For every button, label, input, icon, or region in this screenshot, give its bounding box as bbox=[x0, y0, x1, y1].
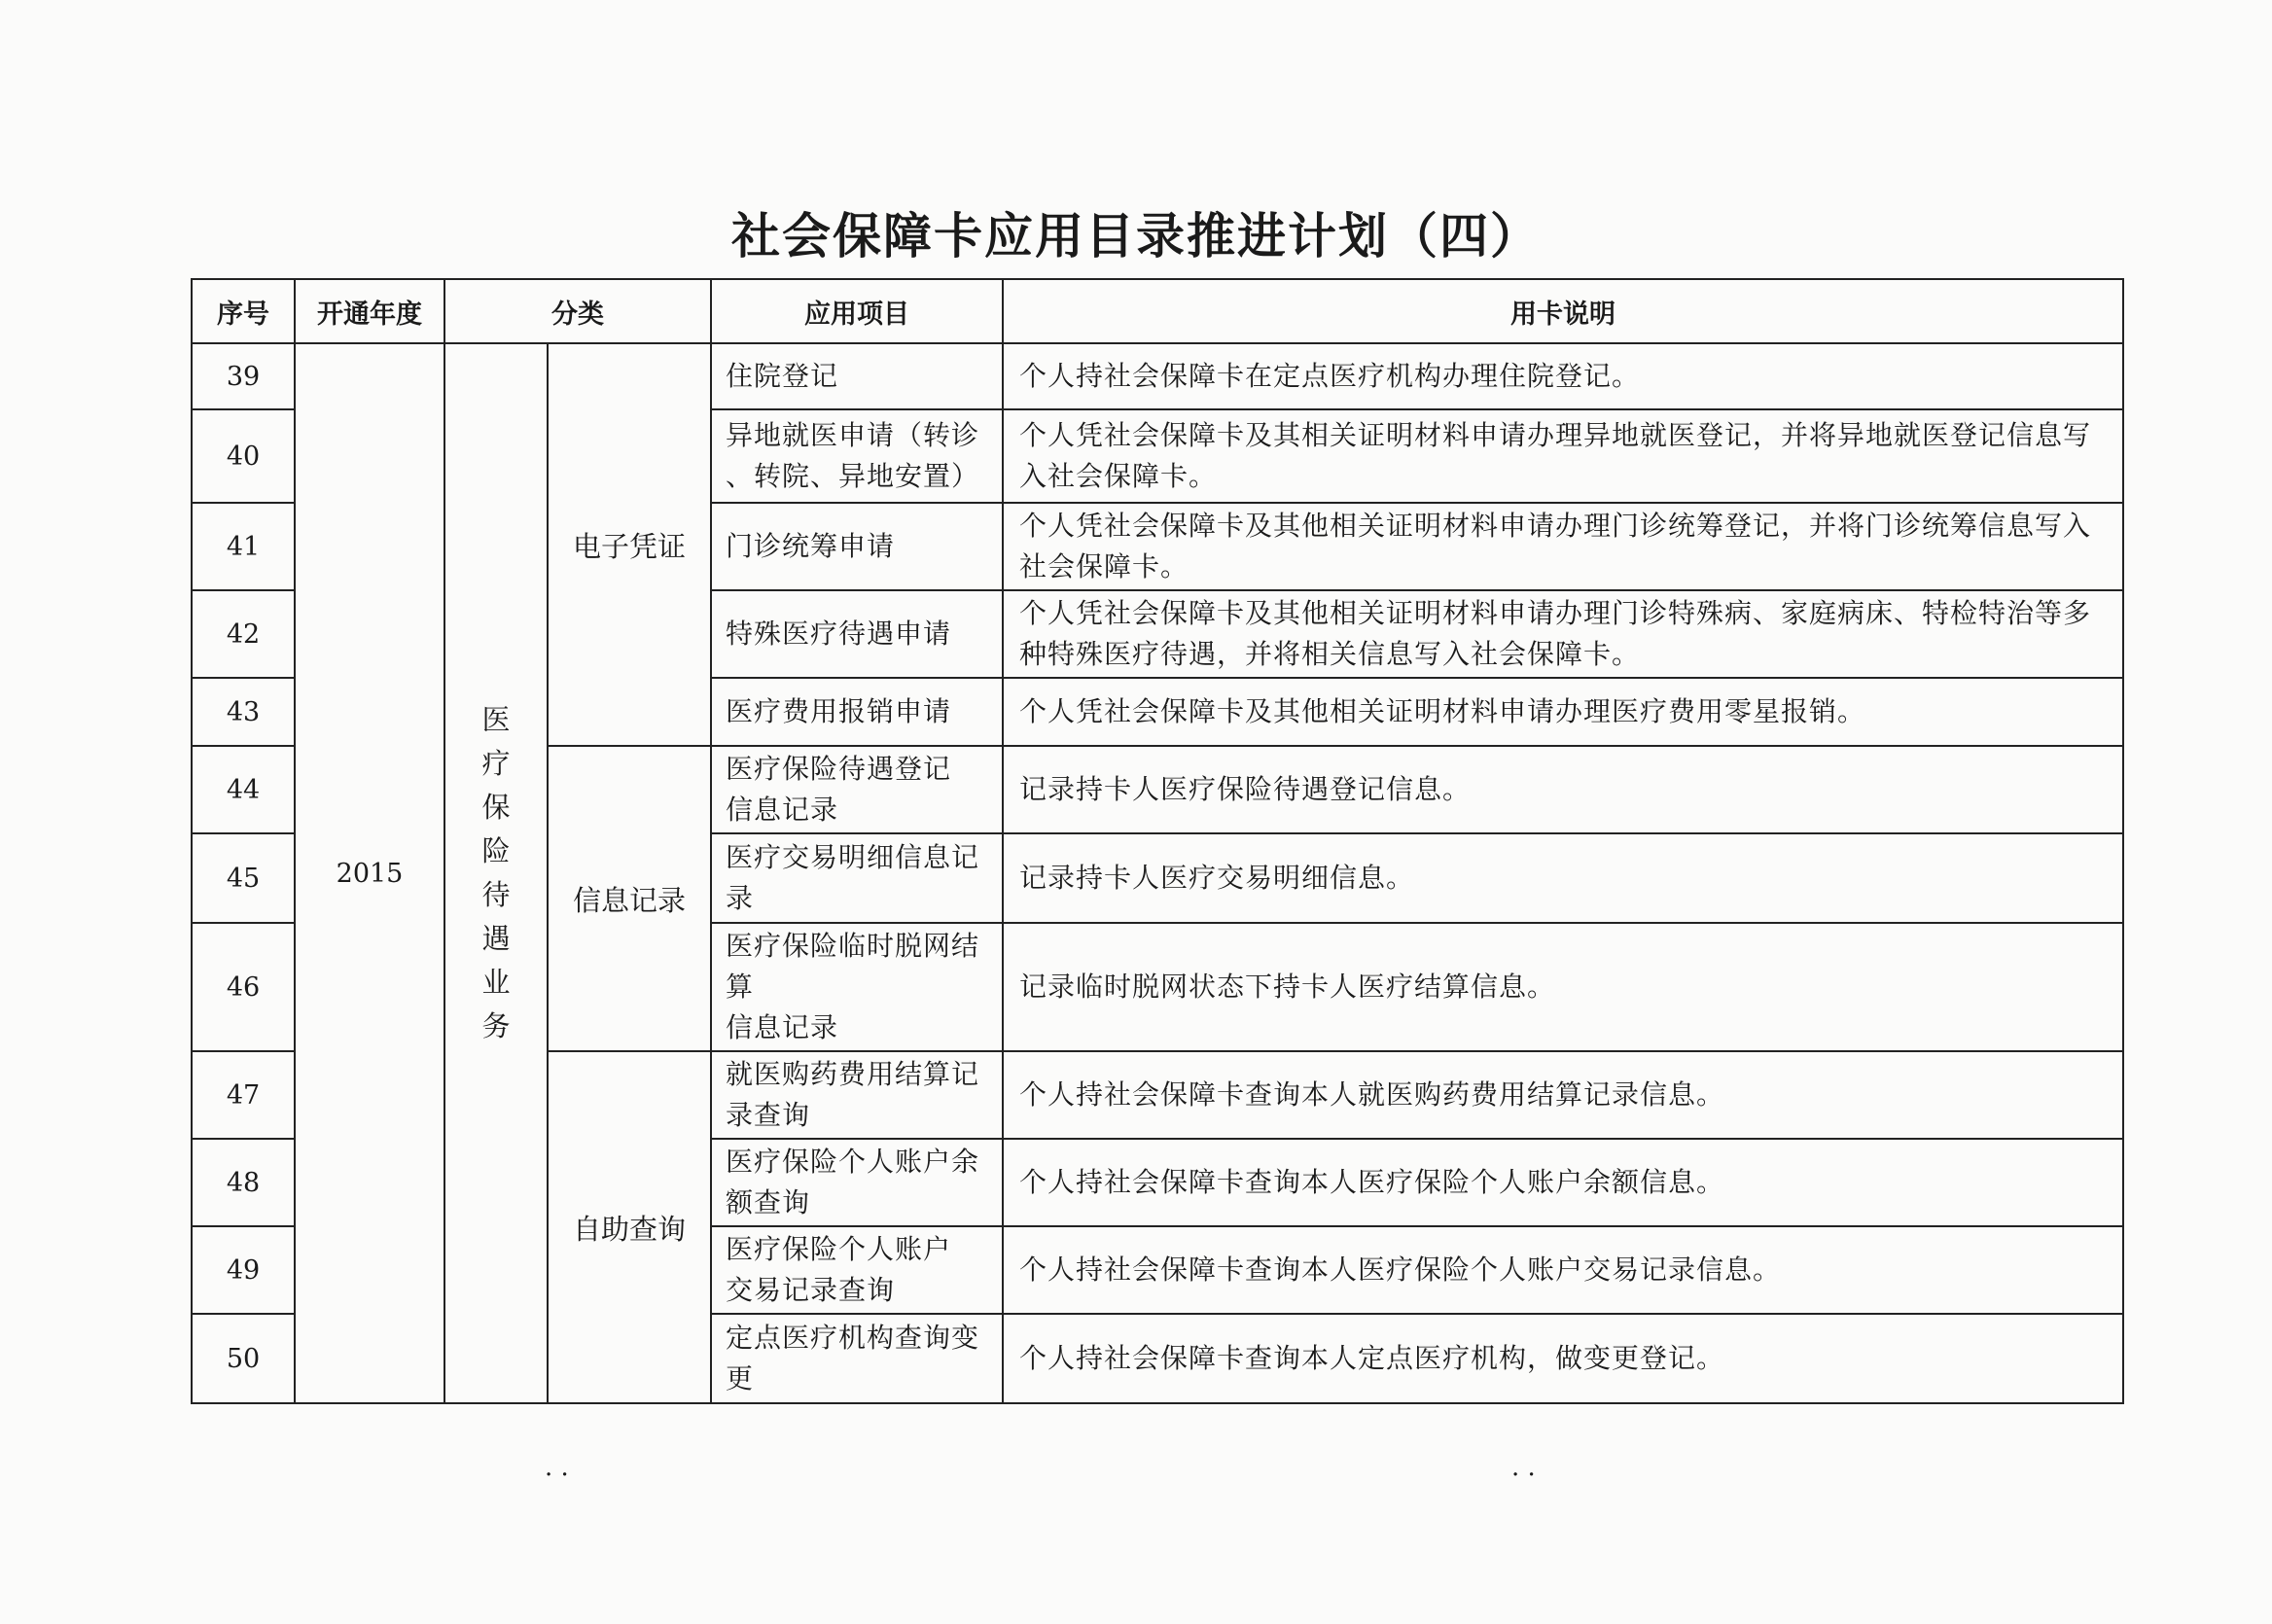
cell-description: 个人持社会保障卡查询本人定点医疗机构，做变更登记。 bbox=[1003, 1314, 2123, 1403]
header-category: 分类 bbox=[444, 279, 711, 343]
footer-mark-right: · · bbox=[1511, 1461, 1536, 1490]
cell-seq: 47 bbox=[192, 1051, 295, 1139]
cell-item: 特殊医疗待遇申请 bbox=[711, 590, 1003, 678]
cell-item: 门诊统筹申请 bbox=[711, 503, 1003, 590]
cell-item: 医疗费用报销申请 bbox=[711, 678, 1003, 746]
table-row bbox=[192, 343, 2123, 409]
plan-body bbox=[192, 343, 2123, 1403]
category-main-label: 医疗保险待遇业务 bbox=[481, 703, 511, 1042]
cell-seq: 48 bbox=[192, 1139, 295, 1226]
cell-year: 2015 bbox=[295, 343, 444, 1403]
cell-seq: 39 bbox=[192, 343, 295, 409]
cell-description: 记录持卡人医疗保险待遇登记信息。 bbox=[1003, 746, 2123, 833]
cell-description: 个人凭社会保障卡及其他相关证明材料申请办理门诊特殊病、家庭病床、特检特治等多种特殊医疗待遇，并将相关信息写入社会保障卡。 bbox=[1003, 590, 2123, 678]
cell-seq: 50 bbox=[192, 1314, 295, 1403]
cell-item: 定点医疗机构查询变 更 bbox=[711, 1314, 1003, 1403]
cell-description: 个人持社会保障卡查询本人就医购药费用结算记录信息。 bbox=[1003, 1051, 2123, 1139]
cell-category-sub: 电子凭证 bbox=[548, 343, 711, 746]
cell-item: 医疗保险待遇登记 信息记录 bbox=[711, 746, 1003, 833]
cell-item: 医疗保险个人账户 交易记录查询 bbox=[711, 1226, 1003, 1314]
cell-seq: 41 bbox=[192, 503, 295, 590]
header-description: 用卡说明 bbox=[1003, 279, 2123, 343]
cell-item: 就医购药费用结算记 录查询 bbox=[711, 1051, 1003, 1139]
plan-table bbox=[191, 278, 2124, 1404]
cell-seq: 42 bbox=[192, 590, 295, 678]
cell-seq: 43 bbox=[192, 678, 295, 746]
header-row bbox=[192, 279, 2123, 343]
cell-seq: 40 bbox=[192, 409, 295, 503]
cell-description: 记录持卡人医疗交易明细信息。 bbox=[1003, 833, 2123, 923]
cell-category-main bbox=[444, 343, 548, 1403]
cell-seq: 44 bbox=[192, 746, 295, 833]
cell-seq: 45 bbox=[192, 833, 295, 923]
cell-description: 记录临时脱网状态下持卡人医疗结算信息。 bbox=[1003, 923, 2123, 1051]
page-title: 社会保障卡应用目录推进计划（四） bbox=[731, 207, 1541, 265]
footer-mark-left: · · bbox=[545, 1461, 569, 1490]
cell-item: 医疗保险临时脱网结 算 信息记录 bbox=[711, 923, 1003, 1051]
cell-item: 医疗保险个人账户余 额查询 bbox=[711, 1139, 1003, 1226]
cell-item: 医疗交易明细信息记 录 bbox=[711, 833, 1003, 923]
cell-category-sub: 自助查询 bbox=[548, 1051, 711, 1403]
cell-seq: 49 bbox=[192, 1226, 295, 1314]
cell-seq: 46 bbox=[192, 923, 295, 1051]
cell-description: 个人持社会保障卡在定点医疗机构办理住院登记。 bbox=[1003, 343, 2123, 409]
cell-description: 个人持社会保障卡查询本人医疗保险个人账户余额信息。 bbox=[1003, 1139, 2123, 1226]
cell-description: 个人凭社会保障卡及其相关证明材料申请办理异地就医登记，并将异地就医登记信息写入社会保障卡。 bbox=[1003, 409, 2123, 503]
header-item: 应用项目 bbox=[711, 279, 1003, 343]
header-seq: 序号 bbox=[192, 279, 295, 343]
cell-item: 异地就医申请（转诊 、转院、异地安置） bbox=[711, 409, 1003, 503]
cell-description: 个人持社会保障卡查询本人医疗保险个人账户交易记录信息。 bbox=[1003, 1226, 2123, 1314]
cell-category-sub: 信息记录 bbox=[548, 746, 711, 1051]
cell-item: 住院登记 bbox=[711, 343, 1003, 409]
header-year: 开通年度 bbox=[295, 279, 444, 343]
cell-description: 个人凭社会保障卡及其他相关证明材料申请办理门诊统筹登记，并将门诊统筹信息写入社会保障卡。 bbox=[1003, 503, 2123, 590]
cell-description: 个人凭社会保障卡及其他相关证明材料申请办理医疗费用零星报销。 bbox=[1003, 678, 2123, 746]
